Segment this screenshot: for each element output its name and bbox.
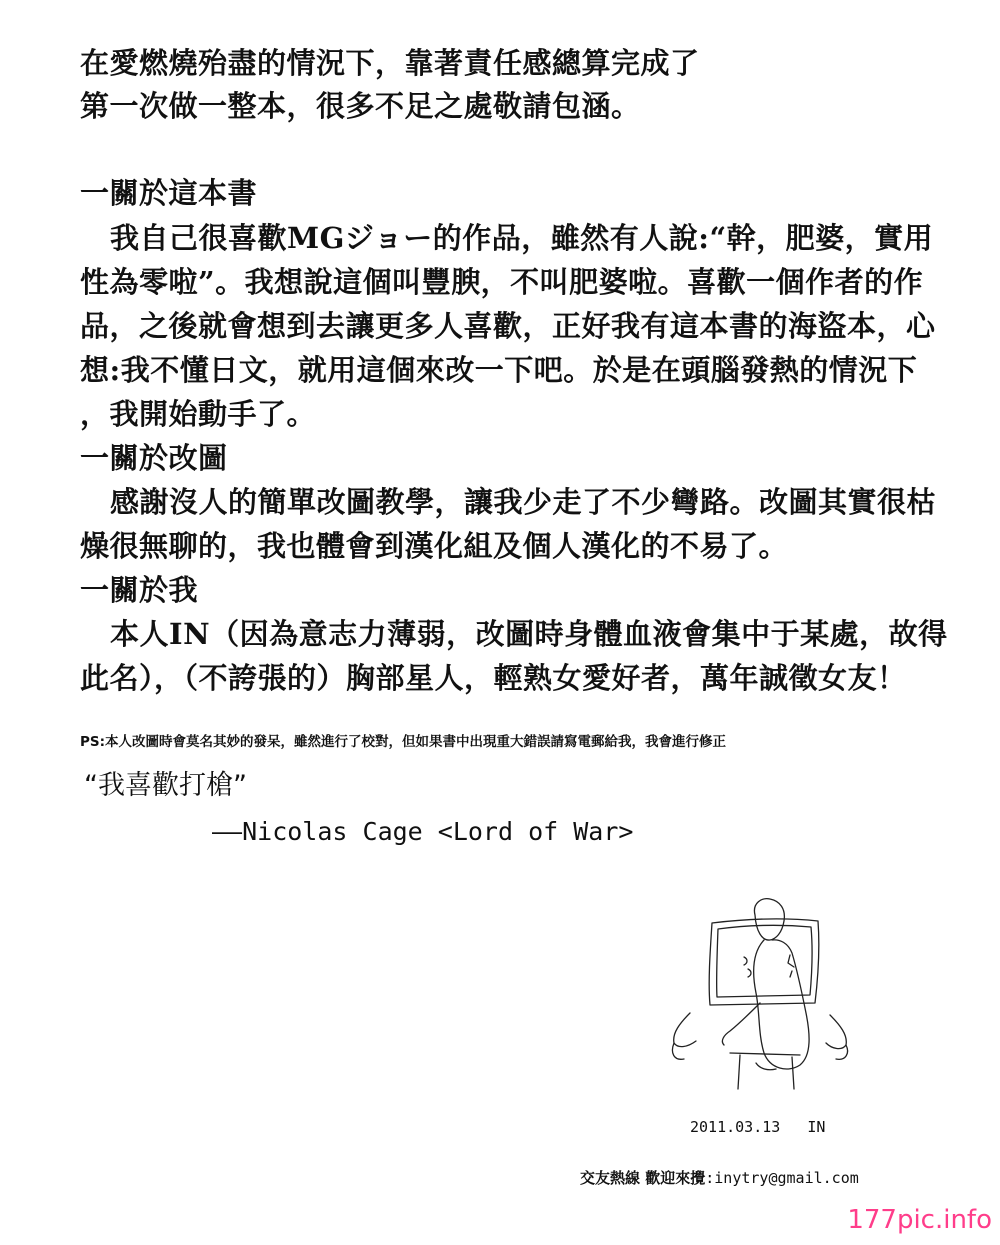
- quote-attribution: ——Nicolas Cage <Lord of War>: [212, 817, 634, 846]
- section-book-line-3: 品，之後就會想到去讓更多人喜歡，正好我有這本書的海盜本，心: [80, 309, 936, 343]
- section-heading-about-me: 一關於我: [80, 573, 199, 607]
- intro-line-2: 第一次做一整本，很多不足之處敬請包涵。: [80, 89, 641, 123]
- contact-email: :inytry@gmail.com: [705, 1169, 859, 1187]
- section-book-line-4: 想:我不懂日文，就用這個來改一下吧。於是在頭腦發熱的情況下: [80, 353, 918, 387]
- section-heading-book: 一關於這本書: [80, 176, 258, 210]
- section-book-line-1: 我自己很喜歡MGジョー的作品，雖然有人說:“幹，肥婆，實用: [110, 221, 934, 255]
- date-signature: 2011.03.13 IN: [690, 1118, 826, 1136]
- contact-line: [580, 1168, 859, 1188]
- section-editing-line-2: 燥很無聊的，我也體會到漢化組及個人漢化的不易了。: [80, 529, 789, 563]
- quote: “我喜歡打槍”: [84, 770, 247, 801]
- contact-label: 交友熱線 歡迎來攪: [580, 1169, 706, 1187]
- intro-line-1: 在愛燃燒殆盡的情況下，靠著責任感總算完成了: [80, 46, 700, 80]
- site-watermark: 177pic.info: [847, 1205, 992, 1235]
- ps-note: PS:本人改圖時會莫名其妙的發呆，雖然進行了校對，但如果書中出現重大錯誤請寫電郵給我，我會進行修正: [80, 734, 727, 750]
- section-book-line-2: 性為零啦”。我想說這個叫豐腴，不叫肥婆啦。喜歡一個作者的作: [80, 265, 924, 299]
- section-about-me-line-1: 本人IN（因為意志力薄弱，改圖時身體血液會集中于某處，故得: [110, 617, 948, 651]
- section-about-me-line-2: 此名），（不誇張的）胸部星人，輕熟女愛好者，萬年誠徵女友！: [80, 661, 907, 695]
- section-editing-line-1: 感謝沒人的簡單改圖教學，讓我少走了不少彎路。改圖其實很枯: [110, 485, 937, 519]
- author-sketch-illustration: [660, 893, 865, 1093]
- section-heading-editing: 一關於改圖: [80, 441, 228, 475]
- section-book-line-5: ，我開始動手了。: [80, 397, 317, 431]
